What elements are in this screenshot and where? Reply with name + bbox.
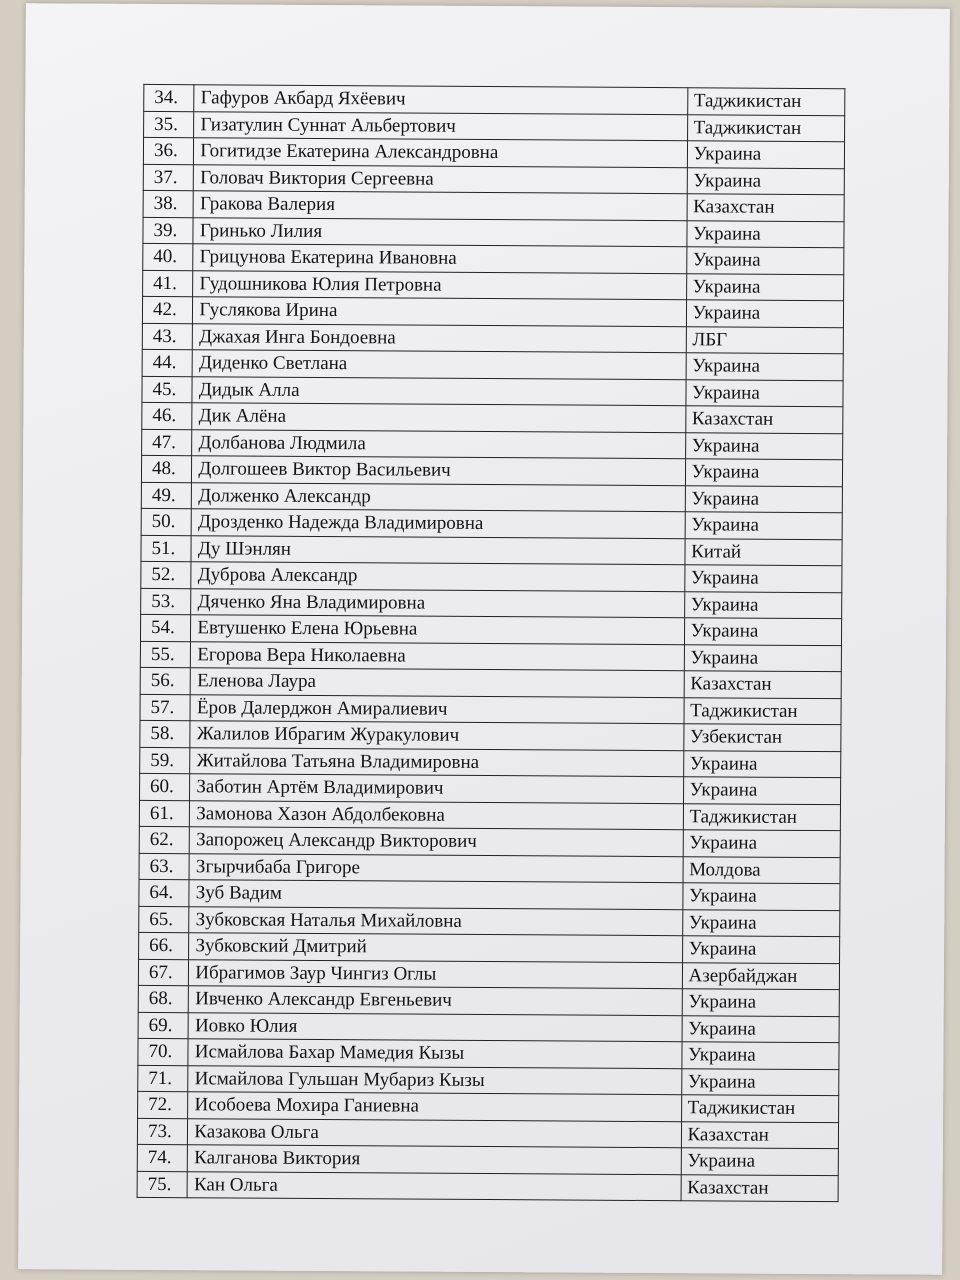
participant-name: Гуслякова Ирина bbox=[193, 297, 686, 327]
table-row bbox=[139, 826, 840, 857]
table-row bbox=[139, 800, 840, 831]
row-number: 59. bbox=[140, 747, 191, 774]
participant-country: Украина bbox=[682, 1015, 840, 1042]
table-row bbox=[143, 190, 844, 221]
row-number: 34. bbox=[144, 84, 195, 111]
table-row bbox=[143, 243, 844, 274]
row-number: 66. bbox=[139, 932, 190, 959]
participant-name: Гудошникова Юлия Петровна bbox=[193, 270, 686, 300]
participant-country: Украина bbox=[686, 300, 844, 327]
participant-name: Дик Алёна bbox=[192, 403, 685, 433]
table-row bbox=[142, 429, 843, 460]
table-row bbox=[138, 959, 839, 990]
participant-name: Замонова Хазон Абдолбековна bbox=[190, 800, 683, 830]
participant-country: Таджикистан bbox=[683, 803, 841, 830]
table-row bbox=[144, 84, 845, 115]
participant-country: Казахстан bbox=[687, 194, 845, 221]
participant-name: Зубковский Дмитрий bbox=[189, 933, 682, 963]
participant-country: Украина bbox=[687, 141, 845, 168]
participant-country: Узбекистан bbox=[683, 724, 841, 751]
table-row bbox=[140, 667, 841, 698]
row-number: 73. bbox=[137, 1118, 188, 1145]
row-number: 69. bbox=[138, 1012, 189, 1039]
participant-name: Згырчибаба Григоре bbox=[189, 853, 682, 883]
participant-country: Украина bbox=[685, 459, 843, 486]
table-row bbox=[137, 1171, 838, 1202]
row-number: 55. bbox=[140, 641, 191, 668]
participant-name: Диденко Светлана bbox=[192, 350, 685, 380]
table-row bbox=[141, 482, 842, 513]
participant-country: Казахстан bbox=[681, 1174, 839, 1201]
row-number: 64. bbox=[139, 879, 190, 906]
row-number: 47. bbox=[142, 429, 193, 456]
row-number: 37. bbox=[143, 164, 194, 191]
participant-country: Украина bbox=[681, 1068, 839, 1095]
participant-country: Украина bbox=[684, 565, 842, 592]
row-number: 72. bbox=[138, 1091, 189, 1118]
participant-name: Ёров Далерджон Амиралиевич bbox=[190, 694, 683, 724]
participant-country: Украина bbox=[687, 167, 845, 194]
participant-country: Азербайджан bbox=[682, 962, 840, 989]
row-number: 61. bbox=[139, 800, 190, 827]
participant-name: Головач Виктория Сергеевна bbox=[194, 164, 687, 194]
table-row bbox=[142, 349, 843, 380]
row-number: 44. bbox=[142, 349, 193, 376]
row-number: 39. bbox=[143, 217, 194, 244]
participant-name: Еленова Лаура bbox=[191, 668, 684, 698]
participant-country: Украина bbox=[684, 591, 842, 618]
participant-country: Украина bbox=[686, 247, 844, 274]
participant-country: Казахстан bbox=[684, 671, 842, 698]
row-number: 35. bbox=[144, 111, 195, 138]
table-row bbox=[142, 323, 843, 354]
row-number: 51. bbox=[141, 535, 192, 562]
participant-name: Грицунова Екатерина Ивановна bbox=[193, 244, 686, 274]
participant-name: Долженко Александр bbox=[192, 482, 685, 512]
participant-name: Джахая Инга Бондоевна bbox=[193, 323, 686, 353]
row-number: 75. bbox=[137, 1171, 188, 1198]
participant-name: Егорова Вера Николаевна bbox=[191, 641, 684, 671]
participant-name: Кан Ольга bbox=[187, 1171, 680, 1201]
table-row bbox=[138, 1091, 839, 1122]
table-row bbox=[141, 535, 842, 566]
participant-name: Евтушенко Елена Юрьевна bbox=[191, 615, 684, 645]
participant-name: Ивченко Александр Евгеньевич bbox=[189, 986, 682, 1016]
participant-name: Казакова Ольга bbox=[188, 1118, 681, 1148]
table-row bbox=[141, 455, 842, 486]
participant-country: Украина bbox=[684, 618, 842, 645]
participant-country: Украина bbox=[683, 750, 841, 777]
table-row bbox=[140, 720, 841, 751]
participant-country: Таджикистан bbox=[687, 88, 845, 115]
table-row bbox=[140, 641, 841, 672]
row-number: 42. bbox=[142, 296, 193, 323]
row-number: 67. bbox=[138, 959, 189, 986]
participant-name: Дуброва Александр bbox=[191, 562, 684, 592]
row-number: 52. bbox=[141, 561, 192, 588]
participant-country: Таджикистан bbox=[681, 1095, 839, 1122]
participant-country: Украина bbox=[682, 883, 840, 910]
row-number: 49. bbox=[141, 482, 192, 509]
table-row bbox=[144, 111, 845, 142]
table-row bbox=[140, 747, 841, 778]
participant-name: Запорожец Александр Викторович bbox=[190, 827, 683, 857]
participant-name: Исмайлова Бахар Мамедия Кызы bbox=[188, 1039, 681, 1069]
row-number: 53. bbox=[141, 588, 192, 615]
participant-name: Ибрагимов Заур Чингиз Оглы bbox=[189, 959, 682, 989]
participant-name: Иовко Юлия bbox=[188, 1012, 681, 1042]
participant-country: Казахстан bbox=[685, 406, 843, 433]
participant-country: Украина bbox=[683, 830, 841, 857]
participant-country: Украина bbox=[682, 989, 840, 1016]
participant-name: Заботин Артём Владимирович bbox=[190, 774, 683, 804]
participant-name: Гогитидзе Екатерина Александровна bbox=[194, 138, 687, 168]
table-row bbox=[143, 137, 844, 168]
table-row bbox=[140, 694, 841, 725]
table-row bbox=[138, 1038, 839, 1069]
participant-name: Зуб Вадим bbox=[189, 880, 682, 910]
participant-country: Украина bbox=[686, 220, 844, 247]
participant-name: Долбанова Людмила bbox=[192, 429, 685, 459]
participant-country: Украина bbox=[685, 432, 843, 459]
participant-name: Зубковская Наталья Михайловна bbox=[189, 906, 682, 936]
row-number: 71. bbox=[138, 1065, 189, 1092]
participant-name: Долгошеев Виктор Васильевич bbox=[192, 456, 685, 486]
participant-country: Украина bbox=[681, 1042, 839, 1069]
row-number: 62. bbox=[139, 826, 190, 853]
participant-name: Житайлова Татьяна Владимировна bbox=[190, 747, 683, 777]
participant-name: Жалилов Ибрагим Журакулович bbox=[190, 721, 683, 751]
row-number: 63. bbox=[139, 853, 190, 880]
table-row bbox=[143, 270, 844, 301]
row-number: 54. bbox=[140, 614, 191, 641]
participant-country: Таджикистан bbox=[684, 697, 842, 724]
participant-country: Украина bbox=[685, 485, 843, 512]
participant-country: Молдова bbox=[683, 856, 841, 883]
participants-table bbox=[137, 84, 846, 1202]
row-number: 50. bbox=[141, 508, 192, 535]
participant-country: Украина bbox=[686, 353, 844, 380]
participant-name: Ду Шэнлян bbox=[191, 535, 684, 565]
row-number: 45. bbox=[142, 376, 193, 403]
participants-table-body bbox=[137, 84, 845, 1201]
table-row bbox=[142, 296, 843, 327]
row-number: 41. bbox=[143, 270, 194, 297]
table-row bbox=[141, 588, 842, 619]
participant-country: Украина bbox=[683, 777, 841, 804]
row-number: 38. bbox=[143, 190, 194, 217]
participant-country: Казахстан bbox=[681, 1121, 839, 1148]
row-number: 70. bbox=[138, 1038, 189, 1065]
participant-country: Украина bbox=[685, 379, 843, 406]
table-row bbox=[140, 614, 841, 645]
participant-country: Таджикистан bbox=[687, 114, 845, 141]
row-number: 68. bbox=[138, 985, 189, 1012]
table-row bbox=[139, 879, 840, 910]
participant-country: Китай bbox=[685, 538, 843, 565]
participant-country: Украина bbox=[681, 1148, 839, 1175]
table-row bbox=[138, 1065, 839, 1096]
participant-country: ЛБГ bbox=[686, 326, 844, 353]
table-row bbox=[139, 906, 840, 937]
table-row bbox=[139, 853, 840, 884]
participant-country: Украина bbox=[684, 644, 842, 671]
participant-name: Калганова Виктория bbox=[188, 1145, 681, 1175]
row-number: 57. bbox=[140, 694, 191, 721]
document-page bbox=[18, 3, 950, 1275]
row-number: 60. bbox=[140, 773, 191, 800]
row-number: 74. bbox=[137, 1144, 188, 1171]
participant-name: Дяченко Яна Владимировна bbox=[191, 588, 684, 618]
participant-name: Гафуров Акбард Яхёевич bbox=[194, 85, 687, 115]
table-row bbox=[139, 932, 840, 963]
table-row bbox=[143, 217, 844, 248]
participant-name: Дрозденко Надежда Владимировна bbox=[191, 509, 684, 539]
participant-name: Гракова Валерия bbox=[193, 191, 686, 221]
row-number: 36. bbox=[143, 137, 194, 164]
participant-country: Украина bbox=[682, 909, 840, 936]
row-number: 43. bbox=[142, 323, 193, 350]
participant-name: Исобоева Мохира Ганиевна bbox=[188, 1092, 681, 1122]
participant-name: Гизатулин Суннат Альбертович bbox=[194, 111, 687, 141]
table-row bbox=[137, 1144, 838, 1175]
table-row bbox=[138, 1012, 839, 1043]
participant-name: Гринько Лилия bbox=[193, 217, 686, 247]
table-row bbox=[141, 508, 842, 539]
participant-country: Украина bbox=[685, 512, 843, 539]
row-number: 40. bbox=[143, 243, 194, 270]
row-number: 46. bbox=[142, 402, 193, 429]
table-row bbox=[138, 985, 839, 1016]
participant-name: Дидык Алла bbox=[192, 376, 685, 406]
participant-country: Украина bbox=[682, 936, 840, 963]
row-number: 56. bbox=[140, 667, 191, 694]
table-row bbox=[142, 376, 843, 407]
table-row bbox=[142, 402, 843, 433]
participant-name: Исмайлова Гульшан Мубариз Кызы bbox=[188, 1065, 681, 1095]
row-number: 65. bbox=[139, 906, 190, 933]
table-row bbox=[141, 561, 842, 592]
row-number: 48. bbox=[141, 455, 192, 482]
table-row bbox=[143, 164, 844, 195]
row-number: 58. bbox=[140, 720, 191, 747]
table-row bbox=[137, 1118, 838, 1149]
table-row bbox=[140, 773, 841, 804]
participant-country: Украина bbox=[686, 273, 844, 300]
